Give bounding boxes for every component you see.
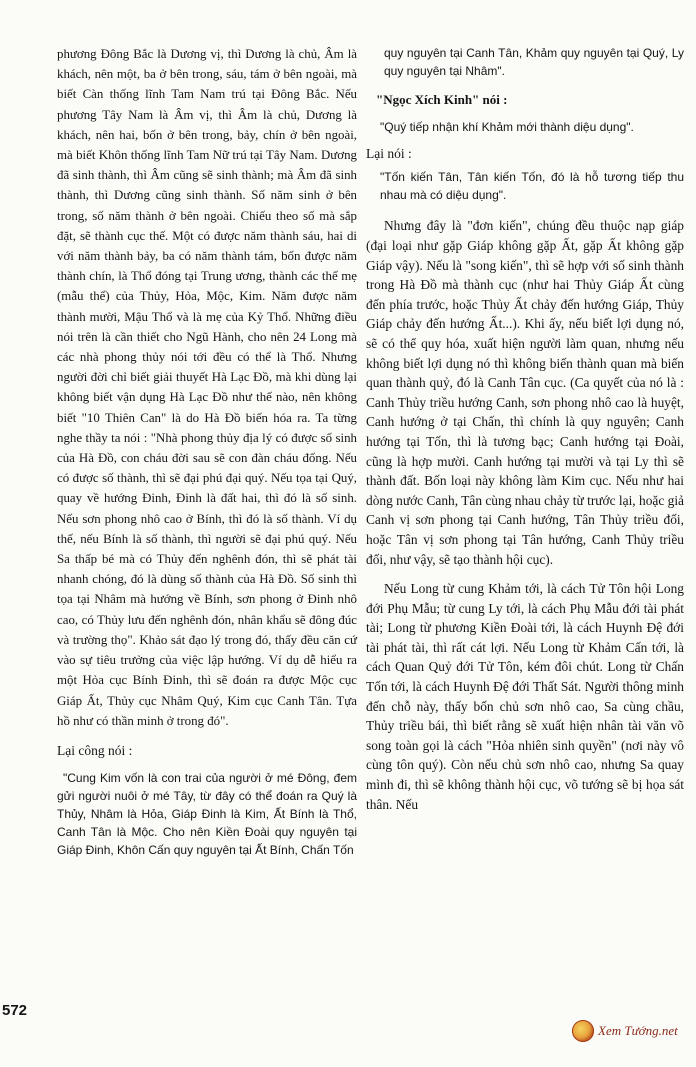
left-heading-lai-cong-noi: Lại công nói : xyxy=(57,742,133,758)
watermark-text: Xem Tướng.net xyxy=(598,1023,678,1038)
left-paragraph-1: phương Đông Bắc là Dương vị, thì Dương là chủ, Âm là khách, nên một, ba ở bên trong, sáu, tám ở bên ngoài, mà biết Càn thống lĩnh Tam Nam trú tại Đông Bắc. Nếu phương Tây Nam là Âm vị, thì Âm là chủ, Dương là khách, nên hai, bốn ở bên trong, bảy, chín ở bên ngoài, mà biết Khôn thống lĩnh Tam Nữ trú tại Tây Nam. Dương đã sinh thành, thì Âm cũng sẽ sinh thành; mà Âm đã sinh thành, thì Dương cũng sinh thành. Số năm sinh ở bên trong, số năm thành ở bên ngoài. Chiếu theo số mà sắp đặt, sẽ thành cục thế. Một có được năm thành sáu, hai di với năm thành bảy, ba có năm thành tám, bốn được năm thành chín, là Thổ đóng tại Trung ương, thành các thế mẹ (mẫu thể) của Thủy, Hỏa, Mộc, Kim. Năm được năm thành mười, Mậu Thổ và là mẹ của Kỷ Thổ. Những điều nói trên là cần thiết cho Ngũ Hành, cho nên 24 Long mà các nhà phong thủy nói tới đều có thể là Thổ. Nhưng người đời chỉ biết giải thuyết Hà Lạc Đồ, mà khi dùng lại không biết vận dụng Hà Lạc Đồ như thế nào, nên không biết "10 Thiên Can" là do Hà Đồ biến hóa ra. Ta từng nghe thầy ta nói : "Nhà phong thủy địa lý có được số sinh của Hà Đồ, con cháu đời sau sẽ con đàn cháu đống. Nếu có được số thành, thì sẽ đại phú đại quý. Nếu tọa tại Quý, quay về hướng Đinh, Đinh là đất hai, thì đó là số sinh. Nếu sơn phong nhô cao ở Bính, thì đó là số thành. Ví dụ thế, nếu Bính là số thành, thì người sẽ đại phú quý. Nếu Sa thấp bé mà có Thủy đến nghênh đón, thì sẽ phát tài nhanh chóng, đó là dùng số thành của Hà Đồ. Số sinh thì tọa tại Nhâm mà hướng về Bính, sơn phong ở Đinh nhô cao, có Thủy lưu đến nghênh đón, nhân khẩu sẽ đông đúc và trường thọ". Khảo sát đạo lý trong đó, thấy đều căn cứ vào sự tiêu trưởng của việc lập hướng. Ví dụ dễ hiểu ra một Hỏa cục Bính Đinh, thì sẽ đoán ra được Mộc cục Giáp Ất, Thủy cục Nhâm Quý, Kim cục Canh Tân. Tựa hồ như có thần minh ở trong đó". xyxy=(57,47,357,728)
right-paragraph-2: Nếu Long từ cung Khảm tới, là cách Tử Tôn hội Long đới Phụ Mẫu; từ cung Ly tới, là cách Phụ Mẫu đới tài phát tài; Long từ phương Kiền Đoài tới, là cách Huynh Đệ đới tài phát tài, thì rất cát lợi. Nếu Long từ Khảm Cấn tới, là cách Quan Quỷ đới Tử Tôn, kém đôi chút. Long từ Chấn Tốn tới, là cách Huynh Đệ đới Thất Sát. Người thông minh đến chỗ này, thấy bốn chủ sơn nhô cao, Sa cùng chầu, Thủy triều bái, thì biết rằng sẽ xuất hiện nhân tài văn võ song toàn gọi là cách "Hỏa nhiên sinh quyền" (nơi này vô cùng tôn quý). Còn nếu chủ sơn nhô cao, nhưng Sa quay mình đi, thì sẽ không thành hội cục, võ tướng sẽ bị họa sát thân. Nếu xyxy=(366,581,684,812)
right-heading-lai-noi: Lại nói : xyxy=(366,146,412,162)
right-quote-2: "Tốn kiến Tân, Tân kiến Tốn, đó là hỗ tương tiếp thu nhau mà có diệu dụng". xyxy=(380,170,684,203)
right-paragraph-1: Nhưng đây là "đơn kiến", chúng đều thuộc nạp giáp (đại loại như gặp Giáp không gặp Ất, gặp Ất không gặp Giáp vậy). Nếu là "song kiến", thì sẽ hợp với số sinh thành trong Hà Đồ mà thành cục (như hai Thủy Giáp Ất cùng đến phía trước, hoặc Thủy Ất chảy đến hướng Giáp, Thủy Giáp chảy đến hướng Ất...). Khi ấy, nếu biết lợi dụng nó, sẽ có thể quy hóa, xuất hiện người làm quan, nhưng nếu không biết lợi dụng nó thì không biến thành quan mà biến quan thành quỷ, đó là Canh Tân cục. (Ca quyết của nó là : Canh Thủy triều hướng Canh, sơn phong nhô cao là huyệt, Canh hướng ở tại Chấn, thì chính là quy nguyên; Canh hướng tại Tốn, thì là tương bạc; Canh hướng tại Đoài, cũng là hợp mười. Canh hướng tại mười và tại Ly thì sẽ thành đất. Bốn loại này không làm Kim cục. Nếu như hai dòng nước Canh, Tân cùng nhau chảy từ trước lại, hoặc giả Canh vị sơn phong tại Canh hướng, Tân Thủy triều đối, hoặc Tân vị sơn phong tại Tân hướng, Canh Thủy triều đối, như vậy, sẽ tạo thành hội cục). xyxy=(366,218,684,567)
page-number: 572 xyxy=(2,1002,28,1019)
right-heading-ngoc-xich-kinh: "Ngọc Xích Kinh" nói : xyxy=(376,92,508,107)
left-quote: "Cung Kim vốn là con trai của người ở mé Đông, đem gửi người nuôi ở mé Tây, từ đây có thể đoán ra Quý là Thủy, Nhâm là Hỏa, Giáp Đinh là Kim, Ất Bính là Thổ, Canh Tân là Mộc. Cho nên Kiền Đoài quy nguyên tại Giáp Đinh, Khôn Cấn quy nguyên tại Ất Bính, Chấn Tốn xyxy=(57,771,357,858)
watermark xyxy=(572,1020,678,1042)
right-column xyxy=(366,46,684,814)
watermark-logo-icon xyxy=(572,1020,594,1042)
right-quote-continuation: quy nguyên tại Canh Tân, Khảm quy nguyên tại Quý, Ly quy nguyên tại Nhâm". xyxy=(384,46,684,78)
left-column xyxy=(57,44,357,859)
right-quote-1: "Quý tiếp nhận khí Khảm mới thành diệu dụng". xyxy=(380,120,634,135)
